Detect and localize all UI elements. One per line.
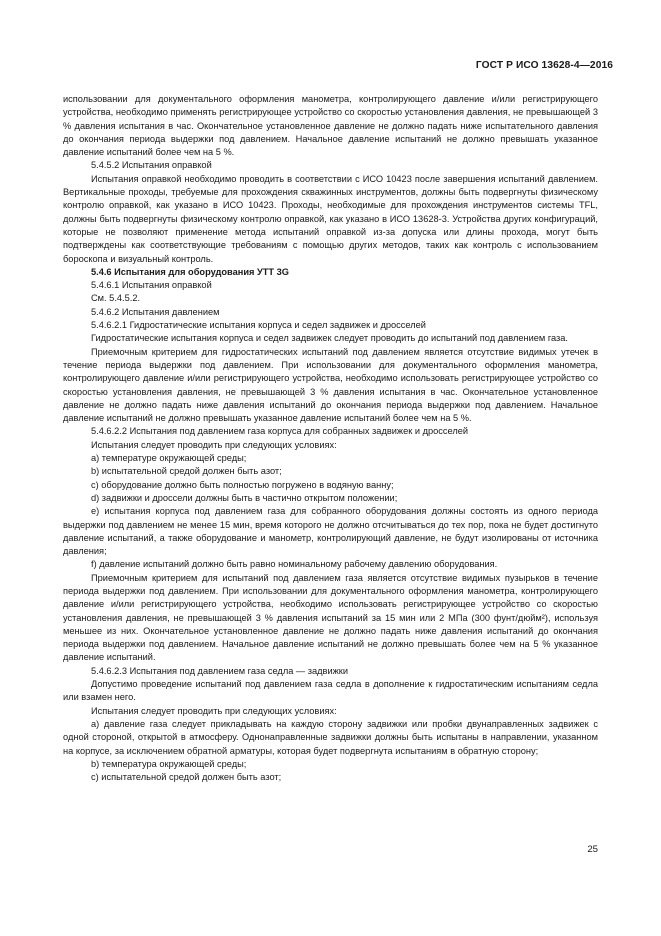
paragraph: b) испытательной средой должен быть азот; (91, 466, 282, 477)
paragraph: См. 5.4.5.2. (91, 293, 141, 304)
document-code-header: ГОСТ Р ИСО 13628-4—2016 (475, 60, 613, 71)
paragraph: d) задвижки и дроссели должны быть в частично открытом положении; (91, 492, 398, 503)
paragraph: 5.4.6.2.1 Гидростатические испытания корпуса и седел задвижек и дросселей (91, 320, 426, 331)
paragraph: c) испытательной средой должен быть азот; (91, 772, 282, 783)
paragraph: a) давление газа следует прикладывать на каждую сторону задвижки или пробки двунаправленных задвижек с одной стороной, открытой в атмосферу. Однонаправленные задвижки должны быть испытаны в направлении, указанном на корпусе, за исключением обратной арматуры, которая будет подвергнута испытаниям в обратную сторону; (63, 718, 598, 756)
paragraph: a) температуре окружающей среды; (91, 453, 247, 464)
paragraph: Испытания оправкой необходимо проводить в соответствии с ИСО 10423 после завершения испытаний давлением. Вертикальные проходы, требуемые для прохождения скважинных инструментов, должны быть подвергнуты физическому контролю оправкой, как указано в ИСО 10423. Проходы, необходимые для прохождения инструментов системы TFL, должны быть подвергнуты физическому контролю оправкой, как указано в ИСО 13628-3. Устройства других конфигураций, которые не позволяют применение метода испытаний оправкой из-за допуска или длины прохода, могут быть подтверждены как соответствующие требованиям с помощью других методов, таких как контроль с использованием бороскопа и визуальный контроль. (63, 173, 598, 264)
paragraph: Допустимо проведение испытаний под давлением газа седла в дополнение к гидростатическим испытаниям седла или взамен него. (63, 679, 598, 703)
paragraph: Испытания следует проводить при следующих условиях: (91, 439, 337, 450)
paragraph: 5.4.6.2 Испытания давлением (91, 306, 220, 317)
section-heading: 5.4.6 Испытания для оборудования УТТ 3G (91, 266, 289, 277)
paragraph: Приемочным критерием для гидростатических испытаний под давлением является отсутствие видимых утечек в течение периода выдержки под давлением. При использовании для документального оформления манометра, контролирующего давление и/или регистрирующего устройства, необходимо использовать регистрирующее устройство со скоростью установления давления, не превышающей 3 % давления испытания в час. Окончательное установленное давление не должно падать ниже давления испытаний до окончания периода выдержки под давлением. Начальное давление испытаний не должно превышать указанное давление испытаний более чем на 5 %. (63, 346, 598, 424)
paragraph: b) температура окружающей среды; (91, 758, 247, 769)
paragraph: Гидростатические испытания корпуса и седел задвижек следует проводить до испытаний под давлением газа. (91, 333, 569, 344)
paragraph: Испытания следует проводить при следующих условиях: (91, 705, 337, 716)
paragraph: 5.4.5.2 Испытания оправкой (91, 160, 212, 171)
paragraph: c) оборудование должно быть полностью погружено в водяную ванну; (91, 479, 394, 490)
paragraph: 5.4.6.2.2 Испытания под давлением газа корпуса для собранных задвижек и дросселей (91, 426, 469, 437)
page-number: 25 (587, 844, 598, 855)
paragraph: использовании для документального оформления манометра, контролирующего давление и/или регистрирующего устройства, необходимо применять регистрирующее устройство со скоростью установления давления, не превышающей 3 % давления испытания в час. Окончательное установленное давление не должно падать ниже испытательного давления до окончания периода выдержки под давлением. Начальное давление испытаний не должно превышать указанное давление испытаний более чем на 5 %. (63, 94, 598, 158)
paragraph: Приемочным критерием для испытаний под давлением газа является отсутствие видимых пузырьков в течение периода выдержки под давлением. При использовании для документального оформления манометра, контролирующего давление и/или регистрирующего устройства, необходимо использовать регистрирующее устройство со скоростью установления давления, не превышающей 3 % давления испытаний за 15 мин или 2 МПа (300 фунт/дюйм²), используя меньшее из них. Окончательное установленное давление не должно падать ниже давления испытаний до окончания периода выдержки под давлением. Начальное давление испытаний не должно превышать более чем на 5 % указанное давление испытаний. (63, 572, 598, 663)
paragraph: 5.4.6.1 Испытания оправкой (91, 280, 212, 291)
paragraph: e) испытания корпуса под давлением газа для собранного оборудования должны состоять из одного периода выдержки под давлением не менее 15 мин, время которого не должно отсчитываться до тех пор, пока не будет достигнуто давление испытаний, а также оборудование и манометр, контролирующий давление, не будут изолированы от источника давления; (63, 506, 598, 557)
paragraph: 5.4.6.2.3 Испытания под давлением газа седла — задвижки (91, 665, 349, 676)
document-body (63, 93, 598, 784)
paragraph: f) давление испытаний должно быть равно номинальному рабочему давлению оборудования. (91, 559, 498, 570)
